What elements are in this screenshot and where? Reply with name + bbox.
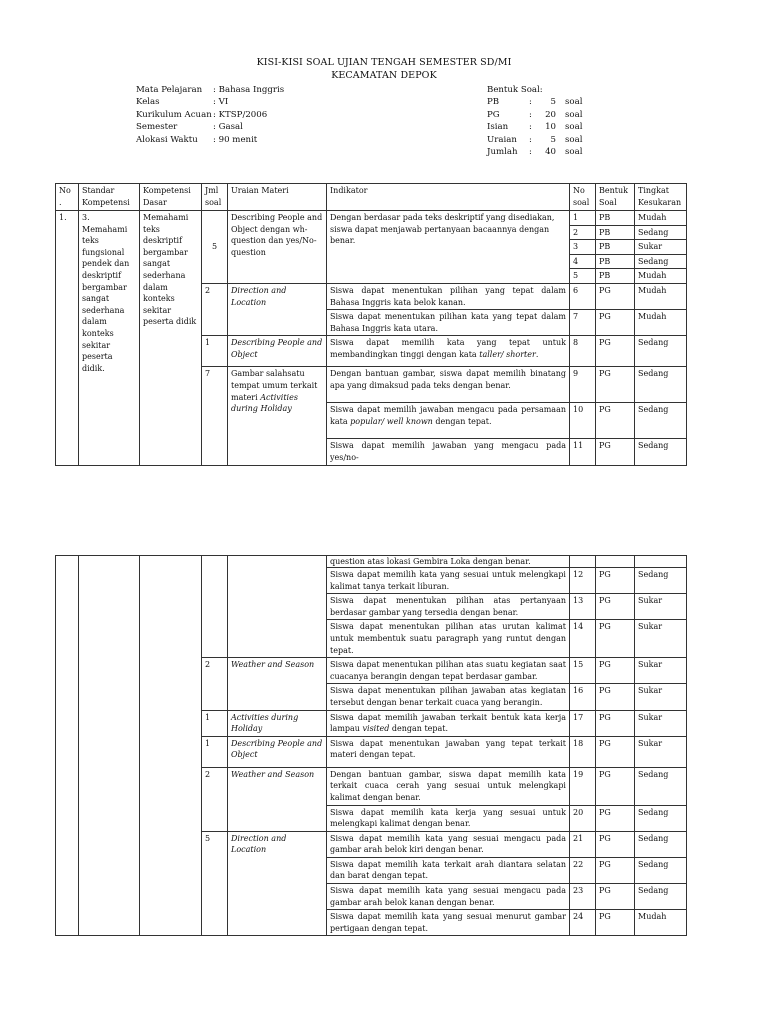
cell-no-soal: 10 <box>570 403 596 439</box>
cell-bentuk: PG <box>596 568 635 594</box>
bentuk-count: 40 <box>545 147 556 158</box>
materi-text: Gambar salahsatu tempat umum terkait materi <box>231 369 318 402</box>
info-label: Alokasi Waktu <box>136 134 198 145</box>
cell-bentuk: PB <box>596 225 635 240</box>
cell-no-soal: 20 <box>570 805 596 831</box>
cell-bentuk: PG <box>596 857 635 883</box>
bentuk-type: Jumlah <box>487 147 518 158</box>
bentuk-unit: soal <box>565 147 583 158</box>
bentuk-count: 5 <box>550 134 556 145</box>
cell-no-soal: 1 <box>570 211 596 226</box>
cell-no-soal: 6 <box>570 283 596 309</box>
cell-indikator: Siswa dapat menentukan pilihan kata yang tepat dalam Bahasa Inggris kata utara. <box>327 310 570 336</box>
bentuk-type: Uraian <box>487 134 517 145</box>
col-header-uraian-materi: Uraian Materi <box>228 184 327 211</box>
doc-title-line2: KECAMATAN DEPOK <box>331 70 437 81</box>
cell-bentuk: PB <box>596 211 635 226</box>
cell-indikator: Siswa dapat menentukan pilihan jawaban atas kegiatan tersebut dengan benar terkait cuaca yang berangin. <box>327 684 570 710</box>
cell-no-soal: 14 <box>570 620 596 658</box>
indikator-text-end: dengan tepat. <box>389 724 449 734</box>
cell-indikator: Siswa dapat memilih kata yang sesuai mengacu pada gambar arah belok kiri dengan benar. <box>327 831 570 857</box>
cell-bentuk: PG <box>596 710 635 736</box>
bentuk-count: 5 <box>550 97 556 108</box>
col-header-indikator: Indikator <box>327 184 570 211</box>
cell-uraian-materi: Describing People and Object <box>228 336 327 367</box>
materi-term: Activities during Holiday <box>231 392 298 414</box>
cell-uraian-materi: Activities during Holiday <box>228 710 327 736</box>
col-header-kompetensi-dasar: Kompetensi Dasar <box>140 184 202 211</box>
cell-no-soal: 15 <box>570 658 596 684</box>
info-value: : 90 menit <box>213 134 258 145</box>
indikator-term: popular/ well known <box>350 416 433 426</box>
cell-bentuk: PG <box>596 831 635 857</box>
cell-no-soal <box>570 556 596 568</box>
cell-no-soal: 19 <box>570 767 596 805</box>
indikator-text-end: dengan tepat. <box>432 416 492 426</box>
cell-tingkat: Sukar <box>635 594 687 620</box>
table-row <box>56 556 687 568</box>
indikator-text: Siswa dapat memilih jawaban terkait bentuk kata kerja lampau <box>330 712 566 734</box>
cell-indikator <box>327 710 570 736</box>
cell-bentuk: PB <box>596 269 635 284</box>
indikator-text: Siswa dapat memilih jawaban mengacu pada persamaan kata <box>330 405 566 426</box>
cell-bentuk <box>596 556 635 568</box>
cell-bentuk: PG <box>596 658 635 684</box>
cell-tingkat: Sedang <box>635 767 687 805</box>
cell-kompetensi-dasar <box>140 556 202 936</box>
col-header-jml-soal: Jml soal <box>202 184 228 211</box>
cell-tingkat: Sukar <box>635 240 687 255</box>
cell-jml-soal: 2 <box>202 658 228 710</box>
table-row <box>56 211 687 226</box>
cell-indikator: Dengan berdasar pada teks deskriptif yang disediakan, siswa dapat menjawab pertanyaan bacaannya dengan benar. <box>327 211 570 284</box>
cell-jml-soal: 2 <box>202 767 228 831</box>
cell-bentuk: PG <box>596 910 635 936</box>
cell-indikator: Siswa dapat memilih kata kerja yang sesuai untuk melengkapi kalimat dengan benar. <box>327 805 570 831</box>
cell-bentuk: PG <box>596 439 635 465</box>
cell-tingkat: Sukar <box>635 684 687 710</box>
indikator-term: visited <box>362 724 390 734</box>
cell-standar-kompetensi: 3. Memahami teks fungsional pendek dan deskriptif bergambar sangat sederhana dalam konteks sekitar peserta didik. <box>79 211 140 466</box>
cell-no: 1. <box>56 211 79 466</box>
info-value: : VI <box>213 97 229 108</box>
cell-indikator: Dengan bantuan gambar, siswa dapat memilih binatang apa yang dimaksud pada teks dengan benar. <box>327 367 570 403</box>
bentuk-unit: soal <box>565 134 583 145</box>
cell-indikator: Siswa dapat memilih kata yang sesuai mengacu pada gambar arah belok kanan dengan benar. <box>327 884 570 910</box>
info-row <box>136 109 284 121</box>
info-row <box>136 134 284 146</box>
cell-indikator: Siswa dapat memilih kata yang sesuai untuk melengkapi kalimat tanya terkait liburan. <box>327 568 570 594</box>
cell-standar-kompetensi <box>79 556 140 936</box>
info-row <box>136 121 284 133</box>
cell-tingkat: Sedang <box>635 403 687 439</box>
cell-jml-soal <box>202 556 228 658</box>
cell-indikator: Siswa dapat menentukan pilihan yang tepat dalam Bahasa Inggris kata belok kanan. <box>327 283 570 309</box>
bentuk-colon: : <box>529 109 532 120</box>
cell-no-soal: 17 <box>570 710 596 736</box>
cell-tingkat: Sedang <box>635 367 687 403</box>
cell-bentuk: PG <box>596 367 635 403</box>
cell-uraian-materi: Weather and Season <box>228 767 327 831</box>
cell-tingkat: Sedang <box>635 254 687 269</box>
cell-no-soal: 8 <box>570 336 596 367</box>
cell-jml-soal: 1 <box>202 710 228 736</box>
cell-indikator: Siswa dapat menentukan jawaban yang tepat terkait materi dengan tepat. <box>327 736 570 767</box>
grid-table-page2 <box>55 555 687 936</box>
cell-tingkat: Sukar <box>635 620 687 658</box>
cell-bentuk: PG <box>596 736 635 767</box>
cell-no-soal: 5 <box>570 269 596 284</box>
cell-indikator <box>327 403 570 439</box>
cell-tingkat <box>635 556 687 568</box>
bentuk-unit: soal <box>565 122 583 133</box>
bentuk-type: Isian <box>487 122 509 133</box>
info-row <box>136 96 284 108</box>
cell-uraian-materi <box>228 367 327 465</box>
info-value: : Gasal <box>213 122 243 133</box>
col-header-no-soal: No soal <box>570 184 596 211</box>
cell-no <box>56 556 79 936</box>
cell-bentuk: PG <box>596 620 635 658</box>
cell-indikator: Siswa dapat memilih kata yang sesuai menurut gambar pertigaan dengan tepat. <box>327 910 570 936</box>
cell-jml-soal: 7 <box>202 367 228 465</box>
cell-bentuk: PG <box>596 283 635 309</box>
bentuk-colon: : <box>529 122 532 133</box>
cell-no-soal: 7 <box>570 310 596 336</box>
bentuk-colon: : <box>529 147 532 158</box>
cell-kompetensi-dasar: Memahami teks deskriptif bergambar sangat sederhana dalam konteks sekitar peserta didik <box>140 211 202 466</box>
cell-bentuk: PG <box>596 310 635 336</box>
cell-no-soal: 9 <box>570 367 596 403</box>
indikator-term: taller/ shorter <box>479 349 536 359</box>
cell-tingkat: Sukar <box>635 658 687 684</box>
info-row <box>136 84 284 96</box>
bentuk-count: 10 <box>545 122 556 133</box>
info-label: Semester <box>136 122 178 133</box>
bentuk-row <box>487 121 582 133</box>
cell-tingkat: Mudah <box>635 269 687 284</box>
cell-no-soal: 2 <box>570 225 596 240</box>
info-label: Mata Pelajaran <box>136 85 203 95</box>
cell-tingkat: Mudah <box>635 310 687 336</box>
cell-tingkat: Sedang <box>635 225 687 240</box>
cell-tingkat: Sedang <box>635 831 687 857</box>
cell-tingkat: Sedang <box>635 568 687 594</box>
bentuk-row <box>487 134 582 146</box>
col-header-tingkat-kesukaran: Tingkat Kesukaran <box>635 184 687 211</box>
bentuk-type: PG <box>487 109 500 120</box>
cell-jml-soal: 5 <box>202 831 228 936</box>
cell-indikator: Siswa dapat memilih kata terkait arah diantara selatan dan barat dengan tepat. <box>327 857 570 883</box>
bentuk-colon: : <box>529 97 532 108</box>
cell-tingkat: Mudah <box>635 211 687 226</box>
indikator-text: Siswa dapat memilih kata yang tepat untuk membandingkan tinggi dengan kata <box>330 338 566 359</box>
bentuk-row <box>487 96 582 108</box>
cell-indikator: Siswa dapat memilih jawaban yang mengacu pada yes/no- <box>327 439 570 465</box>
indikator-text-end: . <box>535 349 539 359</box>
bentuk-colon: : <box>529 134 532 145</box>
cell-jml-soal: 5 <box>202 211 228 284</box>
cell-bentuk: PG <box>596 684 635 710</box>
col-header-bentuk-soal: Bentuk Soal <box>596 184 635 211</box>
cell-indikator: Dengan bantuan gambar, siswa dapat memilih kata terkait cuaca cerah yang sesuai untuk melengkapi kalimat dengan benar. <box>327 767 570 805</box>
cell-jml-soal: 1 <box>202 736 228 767</box>
grid-table-page1 <box>55 183 687 466</box>
header-row <box>56 184 687 211</box>
cell-jml-soal: 2 <box>202 283 228 335</box>
subject-info <box>136 84 284 146</box>
cell-tingkat: Mudah <box>635 283 687 309</box>
cell-tingkat: Sukar <box>635 710 687 736</box>
cell-no-soal: 3 <box>570 240 596 255</box>
cell-tingkat: Sedang <box>635 857 687 883</box>
cell-no-soal: 18 <box>570 736 596 767</box>
cell-no-soal: 13 <box>570 594 596 620</box>
cell-tingkat: Sedang <box>635 439 687 465</box>
cell-no-soal: 11 <box>570 439 596 465</box>
cell-bentuk: PG <box>596 594 635 620</box>
cell-bentuk: PB <box>596 254 635 269</box>
cell-no-soal: 22 <box>570 857 596 883</box>
cell-bentuk: PG <box>596 805 635 831</box>
info-value: : Bahasa Inggris <box>213 85 285 95</box>
cell-uraian-materi <box>228 556 327 658</box>
info-label: Kelas <box>136 97 160 108</box>
bentuk-type: PB <box>487 97 500 108</box>
col-header-no: No . <box>56 184 79 211</box>
cell-uraian-materi: Describing People and Object <box>228 736 327 767</box>
cell-indikator: Siswa dapat menentukan pilihan atas suatu kegiatan saat cuacanya berangin dengan tepat berdasar gambar. <box>327 658 570 684</box>
cell-indikator: question atas lokasi Gembira Loka dengan benar. <box>327 556 570 568</box>
cell-uraian-materi: Describing People and Object dengan wh-question dan yes/No-question <box>228 211 327 284</box>
cell-no-soal: 24 <box>570 910 596 936</box>
cell-uraian-materi: Direction and Location <box>228 831 327 936</box>
cell-no-soal: 21 <box>570 831 596 857</box>
cell-bentuk: PG <box>596 884 635 910</box>
info-label: Kurikulum Acuan <box>136 109 212 120</box>
cell-tingkat: Sedang <box>635 805 687 831</box>
cell-bentuk: PB <box>596 240 635 255</box>
cell-tingkat: Sedang <box>635 336 687 367</box>
bentuk-row <box>487 109 582 121</box>
cell-no-soal: 12 <box>570 568 596 594</box>
cell-bentuk: PG <box>596 336 635 367</box>
cell-no-soal: 4 <box>570 254 596 269</box>
bentuk-unit: soal <box>565 109 583 120</box>
cell-tingkat: Sukar <box>635 736 687 767</box>
cell-indikator <box>327 336 570 367</box>
info-value: : KTSP/2006 <box>213 109 268 120</box>
cell-no-soal: 16 <box>570 684 596 710</box>
cell-uraian-materi: Weather and Season <box>228 658 327 710</box>
cell-uraian-materi: Direction and Location <box>228 283 327 335</box>
bentuk-row <box>487 146 582 158</box>
col-header-standar-kompetensi: Standar Kompetensi <box>79 184 140 211</box>
cell-tingkat: Sedang <box>635 884 687 910</box>
cell-bentuk: PG <box>596 767 635 805</box>
bentuk-heading: Bentuk Soal: <box>487 85 543 95</box>
cell-tingkat: Mudah <box>635 910 687 936</box>
bentuk-count: 20 <box>545 109 556 120</box>
cell-bentuk: PG <box>596 403 635 439</box>
cell-indikator: Siswa dapat menentukan pilihan atas urutan kalimat untuk membentuk suatu paragraph yang runtut dengan tepat. <box>327 620 570 658</box>
cell-jml-soal: 1 <box>202 336 228 367</box>
cell-no-soal: 23 <box>570 884 596 910</box>
doc-title-line1: KISI-KISI SOAL UJIAN TENGAH SEMESTER SD/MI <box>256 57 512 68</box>
question-type-summary <box>487 84 582 158</box>
cell-indikator: Siswa dapat menentukan pilihan atas pertanyaan berdasar gambar yang tersedia dengan benar. <box>327 594 570 620</box>
bentuk-unit: soal <box>565 97 583 108</box>
